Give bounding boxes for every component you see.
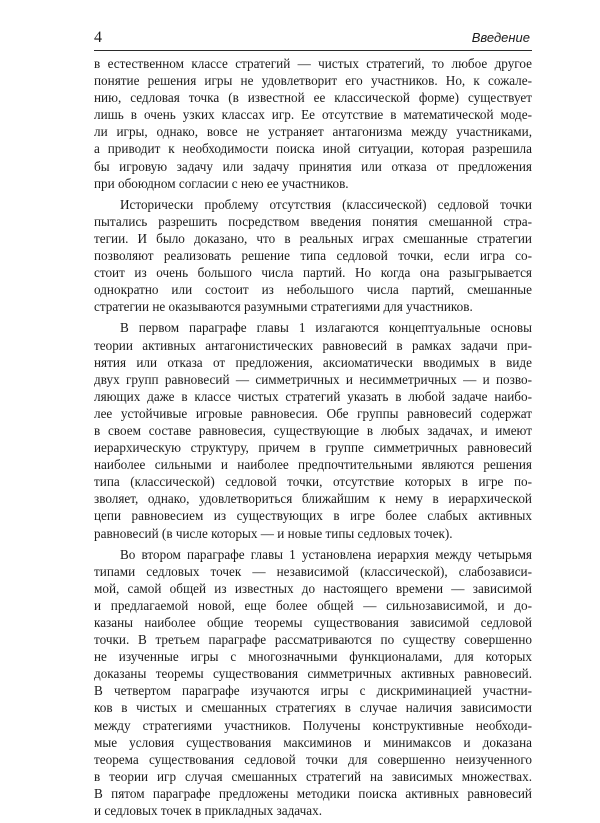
text-line: нию, седловая точка (в известной ее классической форме) существует	[94, 90, 532, 106]
body-text	[94, 55, 532, 823]
text-line: равновесий (в числе которых — и новые типы седловых точек).	[94, 525, 453, 541]
text-line: мой, самой общей из известных до настоящего времени — зависимой	[94, 580, 532, 596]
paragraph-3	[94, 319, 532, 541]
text-line: теории активных антагонистических равновесий в рамках задачи при-	[94, 337, 532, 353]
text-line: зволяет, однако, удовлетвориться ближайшим к нему в иерархической	[94, 491, 532, 507]
paragraph-4	[94, 546, 532, 820]
text-line: стратегии не оказываются разумными стратегиями для участников.	[94, 299, 473, 315]
text-line: Во втором параграфе главы 1 установлена иерархия между четырьмя	[120, 546, 532, 562]
text-line: позволяют реализовать решение типа седловой точки, если игра со-	[94, 248, 532, 264]
text-line: в теории игр случая смешанных стратегий на зависимых множествах.	[94, 768, 532, 784]
running-header	[94, 28, 532, 51]
section-title: Введение	[471, 30, 530, 45]
text-line: В первом параграфе главы 1 излагаются концептуальные основы	[120, 320, 532, 336]
text-line: ляющих даже в классе чистых стратегий указать в любой задаче наибо-	[94, 388, 532, 404]
paragraph-2	[94, 196, 532, 316]
text-line: тегии. И было доказано, что в реальных играх смешанные стратегии	[94, 230, 532, 246]
text-line: доказаны теоремы существования симметричных активных равновесий.	[94, 666, 532, 682]
text-line: при обоюдном согласии с нею ее участников.	[94, 175, 349, 191]
text-line: мые условия существования максиминов и минимаксов и доказана	[94, 734, 532, 750]
text-line: не изученные игры с многозначными функционалами, для которых	[94, 649, 532, 665]
text-line: в естественном классе стратегий — чистых стратегий, то любое другое	[94, 56, 532, 71]
text-line: пытались разрешить посредством введения понятия смешанной стра-	[94, 213, 532, 229]
text-line: иерархическую структуру, причем в группе симметричных равновесий	[94, 440, 532, 456]
text-line: бы игровую задачу или задачу принятия или отказа от предложения	[94, 158, 532, 174]
text-line: типа (классической) седловой точки, отсутствие которых в игре по-	[94, 474, 532, 490]
page-number: 4	[94, 29, 102, 46]
text-line: а приводит к необходимости поиска иной ситуации, которая разрешила	[94, 141, 532, 157]
text-line: лее устойчивые игровые равновесия. Обе группы равновесий содержат	[94, 405, 532, 421]
text-line: казаны наиболее общие теоремы существования зависимой седловой	[94, 615, 532, 630]
text-line: между стратегиями участников. Получены конструктивные необходи-	[94, 717, 532, 733]
text-line: стоит из очень большого числа партий. Но когда она разыгрывается	[94, 265, 532, 281]
text-line: ков в чистых и смешанных стратегиях в случае наличия зависимости	[94, 700, 532, 716]
text-line: В пятом параграфе предложены методики поиска активных равновесий	[94, 785, 532, 801]
text-line: цепи равновесием из существующих в игре более слабых активных	[94, 508, 532, 524]
text-line: теорема существования седловой точки для совершенно неизученного	[94, 751, 532, 767]
text-line: однократно или состоит из небольшого числа партий, смешанные	[94, 282, 532, 298]
text-line: типами седловых точек — независимой (классической), слабозависи-	[94, 563, 532, 579]
text-line: в своем составе равновесия, существующие в любых задачах, и имеют	[94, 422, 532, 438]
text-line: Исторически проблему отсутствия (классической) седловой точки	[120, 196, 532, 212]
text-line: ли игры, однако, вовсе не устраняет антагонизма между участниками,	[94, 124, 532, 140]
text-line: и предлагаемой новой, еще более общей — сильнозависимой, и до-	[94, 597, 532, 613]
text-line: В четвертом параграфе изучаются игры с дискриминацией участни-	[94, 683, 532, 699]
text-line: лишь в очень узких классах игр. Ее отсутствие в математической моде-	[94, 107, 532, 123]
text-line: двух групп равновесий — симметричных и несимметричных — и позво-	[94, 371, 532, 387]
text-line: точки. В третьем параграфе рассматриваются по существу совершенно	[94, 632, 532, 648]
paragraph-1	[94, 55, 532, 192]
text-line: понятие решения игры не удовлетворит его участников. Но, к сожале-	[94, 73, 532, 89]
text-line: наиболее сильными и наиболее предпочтительными являются решения	[94, 457, 532, 473]
text-line: и седловых точек в прикладных задачах.	[94, 803, 323, 819]
text-line: нятия или отказа от предложения, аксиоматически вводимых в виде	[94, 354, 532, 370]
